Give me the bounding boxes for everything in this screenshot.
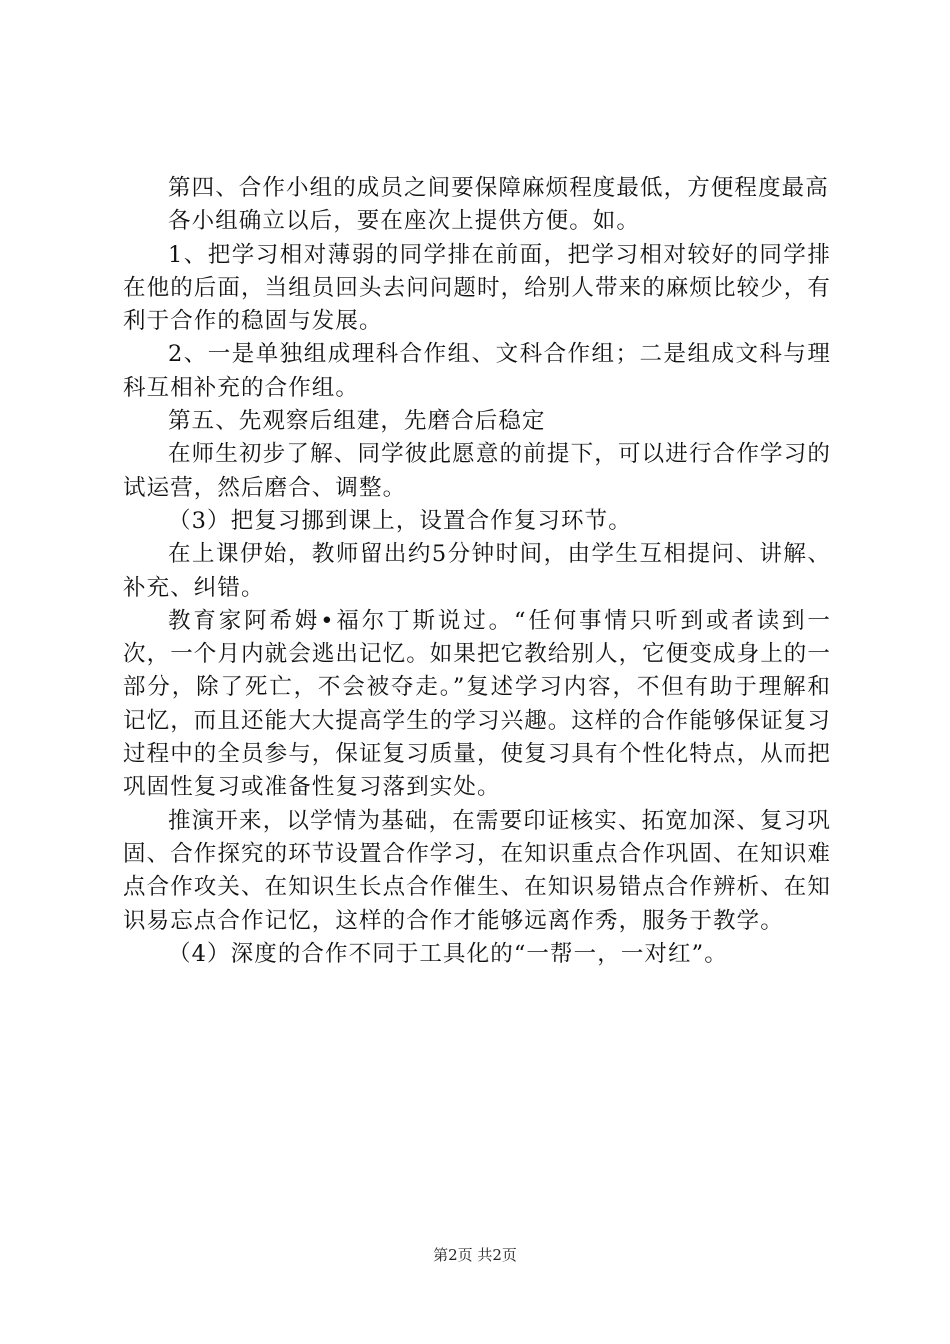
- paragraph-section-five-heading: 第五、先观察后组建，先磨合后稳定: [168, 408, 546, 435]
- paragraph-quote: 教育家阿希姆•福尔丁斯说过。“任何事情只听到或者读到一次，一个月内就会逃出记忆。如果把它教给别人，它便变成身上的一部分，除了死亡，不会被夺走。”复述学习内容，不但有助于理解和记忆，而且还能大大提高学生的学习兴趣。这样的合作能够保证复习过程中的全员参与，保证复习质量，使复习具有个性化特点，从而把巩固性复习或准备性复习落到实处。: [123, 607, 832, 801]
- paragraph-class-start: 在上课伊始，教师留出约5分钟时间，由学生互相提问、讲解、补充、纠错。: [123, 541, 831, 601]
- paragraph-trial-run: 在师生初步了解、同学彼此愿意的前提下，可以进行合作学习的试运营，然后磨合、调整。: [123, 441, 831, 501]
- paragraph-seating: 各小组确立以后，要在座次上提供方便。如。: [168, 208, 641, 235]
- paragraph-point-3-heading: （3）把复习挪到课上，设置合作复习环节。: [168, 507, 632, 534]
- paragraph-point-4-heading: （4）深度的合作不同于工具化的“一帮一，一对红”。: [168, 940, 728, 967]
- paragraph-section-four-heading: 第四、合作小组的成员之间要保障麻烦程度最低，方便程度最高: [168, 175, 829, 201]
- document-body: [123, 172, 831, 971]
- paragraph-item-2: 2、一是单独组成理科合作组、文科合作组；二是组成文科与理科互相补充的合作组。: [123, 341, 831, 401]
- page-number-footer: 第2页 共2页: [433, 1246, 517, 1264]
- paragraph-item-1: 1、把学习相对薄弱的同学排在前面，把学习相对较好的同学排在他的后面，当组员回头去问问题时，给别人带来的麻烦比较少，有利于合作的稳固与发展。: [123, 241, 832, 335]
- paragraph-extension: 推演开来，以学情为基础，在需要印证核实、拓宽加深、复习巩固、合作探究的环节设置合作学习，在知识重点合作巩固、在知识难点合作攻关、在知识生长点合作催生、在知识易错点合作辨析、在知识易忘点合作记忆，这样的合作才能够远离作秀，服务于教学。: [123, 807, 832, 934]
